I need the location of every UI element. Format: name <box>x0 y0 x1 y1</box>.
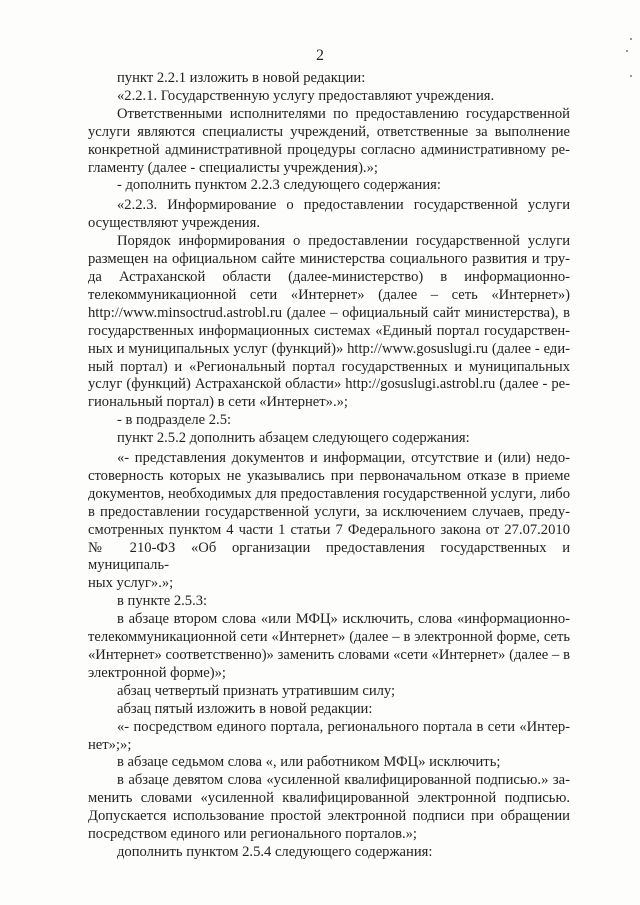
document-body <box>88 70 570 862</box>
text-line: ный портал) и «Региональный портал государственных и муниципальных <box>88 358 570 375</box>
text-line: http://www.minsoctrud.astrobl.ru (далее – официальный сайт министерства), в <box>88 304 570 321</box>
text-line: в абзаце девятом слова «усиленной квалифицированной подписью.» за- <box>117 772 570 789</box>
text-line: телекоммуникационной сети «Интернет» (далее – в электронной форме, сеть <box>88 629 570 646</box>
text-line: в абзаце втором слова «или МФЦ» исключить, слова «информационно- <box>117 611 570 628</box>
text-line: в абзаце седьмом слова «, или работником МФЦ» исключить; <box>117 754 501 771</box>
text-line: государственных информационных системах «Единый портал государствен- <box>88 322 570 339</box>
scan-speck <box>630 38 632 40</box>
text-line: услуг (функций) Астраханской области» http://gosuslugi.astrobl.ru (далее - ре- <box>88 376 570 393</box>
text-line: № 210-ФЗ «Об организации предоставления государственных и муниципаль- <box>88 539 570 574</box>
text-line: ных и муниципальных услуг (функций)» http://www.gosuslugi.ru (далее - еди- <box>88 340 570 357</box>
page-number: 2 <box>316 47 324 64</box>
text-line: осуществляют учреждения. <box>88 215 260 232</box>
text-line: «Интернет» соответственно)» заменить словами «сети «Интернет» (далее – в <box>88 647 570 663</box>
text-line: пункт 2.2.1 изложить в новой редакции: <box>117 70 366 86</box>
text-line: гиональный портал) в сети «Интернет».»; <box>88 394 348 411</box>
text-line: ных услуг».»; <box>88 575 174 592</box>
text-line: в предоставлении государственной услуги, за исключением случаев, преду- <box>88 503 570 520</box>
text-line: услуги являются специалисты учреждений, ответственные за выполнение <box>88 123 570 140</box>
text-line: стоверность которых не указывались при первоначальном отказе в приеме <box>88 467 570 484</box>
text-line: электронной форме)»; <box>88 664 226 681</box>
text-line: смотренных пунктом 4 части 1 статьи 7 Федерального закона от 27.07.2010 <box>88 521 570 538</box>
text-line: абзац четвертый признать утратившим силу; <box>117 682 396 699</box>
text-line: да Астраханской области (далее-министерство) в информационно- <box>88 268 570 285</box>
text-line: гламенту (далее - специалисты учреждения).»; <box>88 159 378 176</box>
text-line: Допускается использование простой электронной подписи при обращении <box>88 808 570 825</box>
text-line: телекоммуникационной сети «Интернет» (далее – сеть «Интернет») <box>88 286 570 303</box>
text-line: конкретной административной процедуры согласно административному ре- <box>88 141 570 158</box>
text-line: «2.2.1. Государственную услугу предоставляют учреждения. <box>117 87 495 104</box>
text-line: «- представления документов и информации, отсутствие и (или) недо- <box>117 450 570 467</box>
text-line: Порядок информирования о предоставлении государственной услуги <box>117 233 570 250</box>
text-line: Ответственными исполнителями по предоставлению государственной <box>117 105 570 122</box>
text-line: посредством единого или регионального порталов.»; <box>88 826 417 843</box>
text-line: абзац пятый изложить в новой редакции: <box>117 700 373 717</box>
text-line: размещен на официальном сайте министерства социального развития и тру- <box>88 251 570 268</box>
text-line: дополнить пунктом 2.5.4 следующего содержания: <box>117 843 433 860</box>
text-line: пункт 2.5.2 дополнить абзацем следующего содержания: <box>117 430 470 447</box>
scan-speck <box>630 75 632 77</box>
scan-speck <box>626 50 628 52</box>
text-line: «- посредством единого портала, регионального портала в сети «Интер- <box>117 718 570 735</box>
text-line: документов, необходимых для предоставления государственной услуги, либо <box>88 485 570 502</box>
text-line: - в подразделе 2.5: <box>117 412 232 429</box>
text-line: менить словами «усиленной квалифицированной электронной подписью. <box>88 790 570 807</box>
text-line: - дополнить пунктом 2.2.3 следующего содержания: <box>117 177 441 194</box>
text-line: в пункте 2.5.3: <box>117 593 208 610</box>
text-line: «2.2.3. Информирование о предоставлении государственной услуги <box>117 197 570 214</box>
text-line: нет»;»; <box>88 736 132 753</box>
